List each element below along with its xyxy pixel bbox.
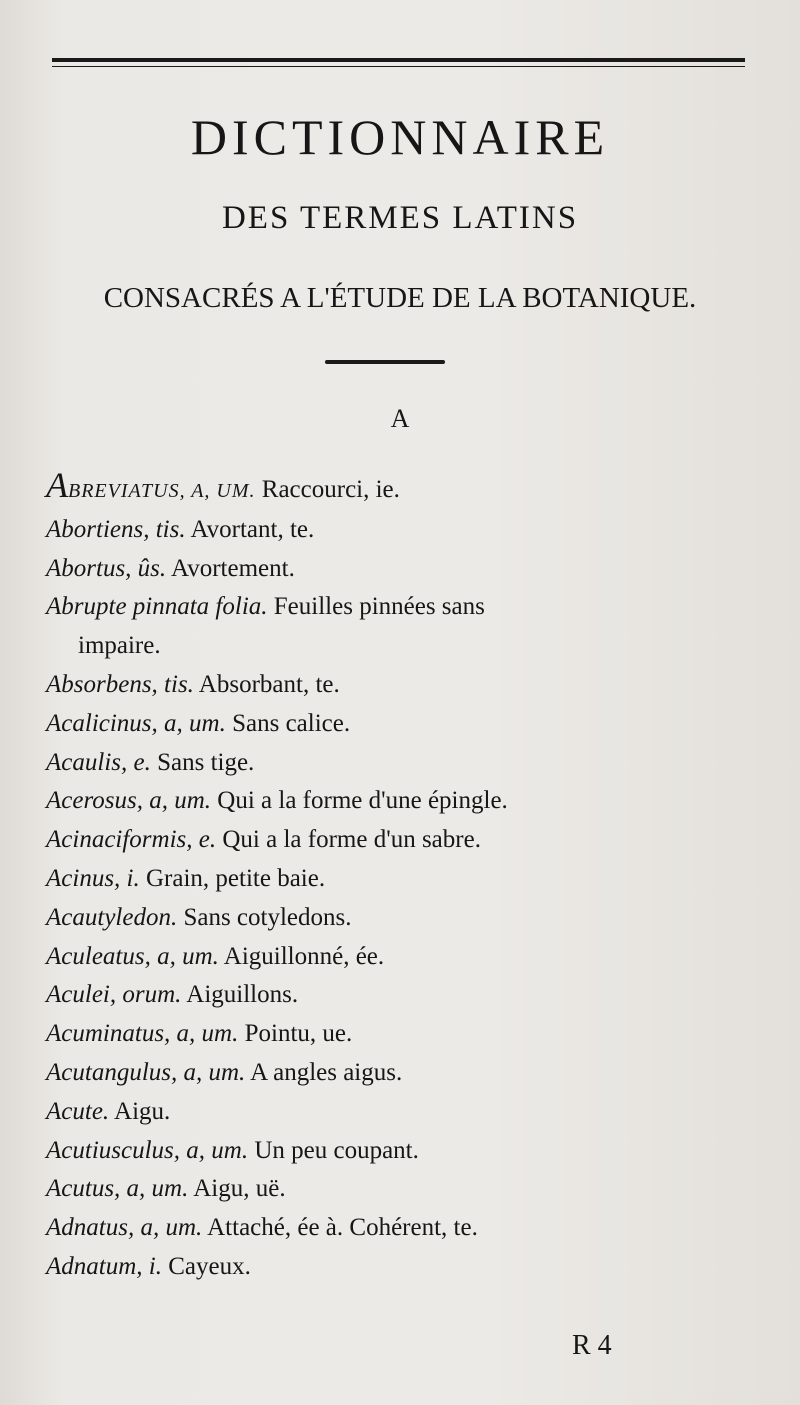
entry-definition: Qui a la forme d'une épingle.: [211, 787, 508, 815]
list-item: [46, 1248, 766, 1287]
entry-term: Abrupte pinnata folia.: [46, 593, 268, 621]
entry-definition: Aiguillonné, ée.: [218, 942, 385, 970]
list-item: [46, 1170, 766, 1209]
entry-definition: Sans calice.: [225, 709, 351, 737]
entry-term: Acautyledon.: [46, 903, 178, 931]
list-item: [46, 821, 766, 860]
entry-term: BREVIATUS, A, UM.: [68, 480, 256, 502]
entry-definition: A angles aigus.: [245, 1058, 403, 1086]
entry-term: Absorbens, tis.: [46, 670, 194, 698]
list-item: [46, 705, 766, 744]
list-item: [46, 938, 766, 977]
section-letter: A: [390, 404, 410, 433]
entry-definition: Feuilles pinnées sans: [267, 593, 485, 621]
entry-term: Acerosus, a, um.: [46, 787, 212, 815]
entry-definition: Sans tige.: [150, 748, 255, 776]
entry-definition: Aigu, uë.: [188, 1175, 286, 1203]
list-item: [46, 550, 766, 589]
dictionary-entries: [46, 466, 766, 1287]
entry-definition: Absorbant, te.: [193, 670, 340, 698]
list-item: [46, 899, 766, 938]
section-rule: [325, 360, 445, 364]
entry-term: Acaulis, e.: [46, 748, 151, 776]
entry-definition: Avortant, te.: [185, 515, 315, 543]
header-rule: [52, 58, 745, 67]
signature-mark: R 4: [572, 1330, 612, 1361]
entry-term: Acinus, i.: [46, 864, 140, 892]
entry-term: Acalicinus, a, um.: [46, 709, 226, 737]
entry-definition: Cayeux.: [161, 1252, 251, 1280]
entry-term: Abortiens, tis.: [46, 515, 186, 543]
entry-term: Adnatum, i.: [46, 1252, 162, 1280]
page-subtitle-2: CONSACRÉS A L'ÉTUDE DE LA BOTANIQUE.: [103, 282, 697, 314]
entry-definition: Attaché, ée à. Cohérent, te.: [202, 1214, 478, 1242]
list-item: [46, 860, 766, 899]
entry-definition: Pointu, ue.: [238, 1020, 353, 1048]
drop-initial: A: [46, 465, 68, 505]
list-item: [46, 1093, 766, 1132]
entry-term: Acuminatus, a, um.: [46, 1020, 239, 1048]
entry-list: [46, 511, 766, 1287]
list-item: [46, 666, 766, 705]
list-item: [46, 511, 766, 550]
entry-definition-continued: impaire.: [78, 632, 161, 660]
entry-term: Acinaciformis, e.: [46, 826, 217, 854]
entry-term: Aculei, orum.: [46, 981, 182, 1009]
entry-definition: Aiguillons.: [181, 981, 299, 1009]
entry-term: Acutiusculus, a, um.: [46, 1136, 249, 1164]
list-item: [46, 1132, 766, 1171]
entry-term: Abortus, ûs.: [46, 554, 167, 582]
page-subtitle: DES TERMES LATINS: [221, 200, 579, 236]
list-item: [46, 1209, 766, 1248]
entry-term: Acute.: [46, 1097, 110, 1125]
entry-definition: Qui a la forme d'un sabre.: [216, 826, 481, 854]
entry-term: Aculeatus, a, um.: [46, 942, 219, 970]
list-item: [46, 976, 766, 1015]
entry-term: Adnatus, a, um.: [46, 1214, 203, 1242]
entry-term: Acutangulus, a, um.: [46, 1058, 246, 1086]
list-item: [46, 782, 766, 821]
list-item: [46, 588, 766, 666]
list-item: [46, 1015, 766, 1054]
entry-definition: Grain, petite baie.: [139, 864, 326, 892]
page-title: DICTIONNAIRE: [190, 109, 610, 165]
list-item: [46, 744, 766, 783]
entry-term: Acutus, a, um.: [46, 1175, 189, 1203]
list-item: [46, 466, 766, 511]
entry-definition: Aigu.: [109, 1097, 171, 1125]
entry-definition: Avortement.: [166, 554, 295, 582]
entry-definition: Sans cotyledons.: [177, 903, 352, 931]
list-item: [46, 1054, 766, 1093]
entry-definition: Raccourci, ie.: [255, 476, 400, 503]
entry-definition: Un peu coupant.: [248, 1136, 419, 1164]
